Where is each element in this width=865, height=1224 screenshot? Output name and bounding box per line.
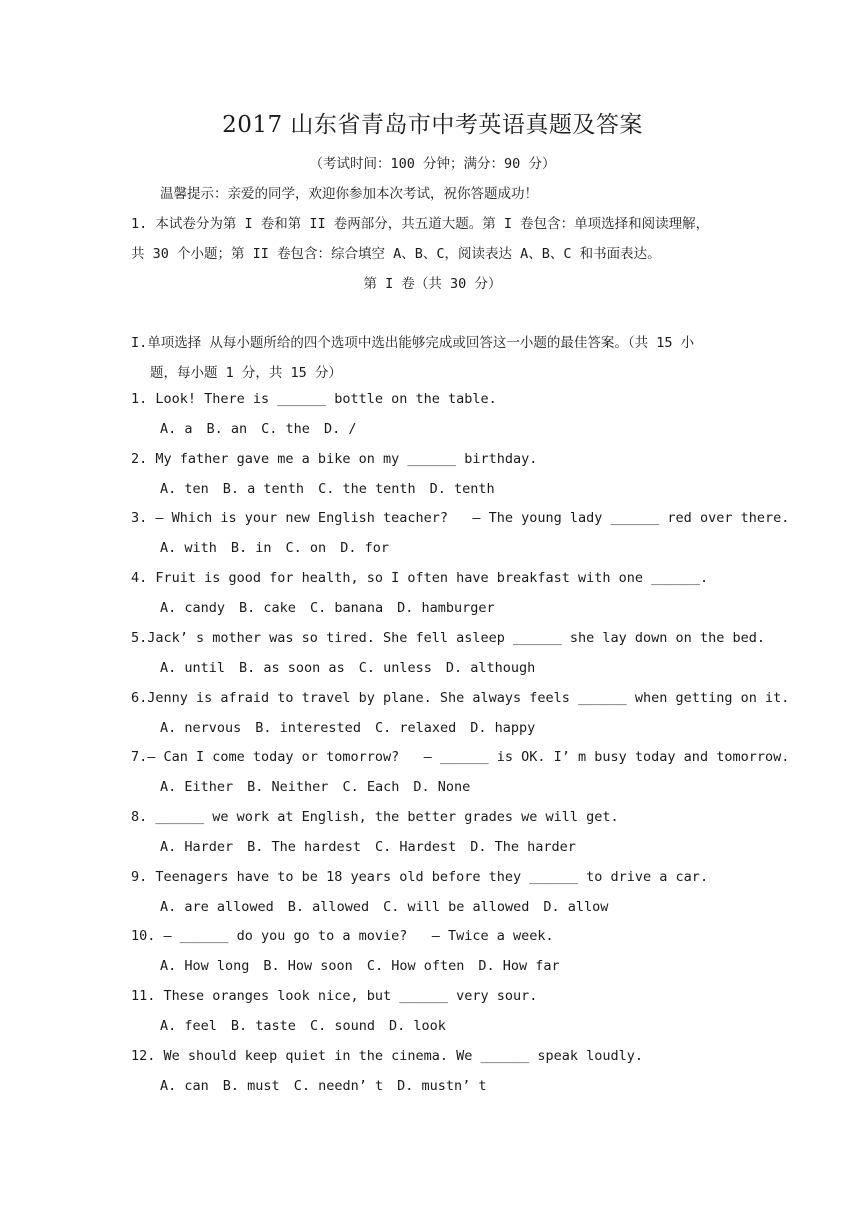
greeting-text: 温馨提示：亲爱的同学，欢迎你参加本次考试，祝你答题成功！ — [160, 186, 538, 202]
answer-option: B. allowed — [287, 899, 370, 915]
answer-option: A. are allowed — [160, 899, 274, 915]
answer-option: C. banana — [309, 600, 384, 616]
answer-option: D. tenth — [429, 481, 495, 497]
question-options — [160, 1018, 460, 1034]
answer-option: A. ten — [160, 481, 209, 497]
question-stem: 3. — Which is your new English teacher? — The young lady ______ red over there. — [131, 510, 790, 526]
answer-option: D. None — [413, 779, 471, 795]
part-heading-line-2: 题，每小题 1 分，共 15 分） — [150, 365, 342, 381]
answer-option: A. can — [160, 1078, 209, 1094]
question-options — [160, 958, 574, 974]
answer-option: A. feel — [160, 1018, 217, 1034]
answer-option: D. The harder — [470, 839, 576, 855]
question-stem: 1. Look! There is ______ bottle on the table. — [131, 391, 497, 407]
answer-option: C. Hardest — [374, 839, 457, 855]
answer-option: B. How soon — [263, 958, 353, 974]
answer-option: B. in — [230, 540, 272, 556]
answer-option: C. the tenth — [318, 481, 416, 497]
question-options — [160, 839, 590, 855]
exam-info: （考试时间：100 分钟；满分：90 分） — [309, 156, 556, 172]
answer-option: D. mustn’ t — [397, 1078, 487, 1094]
answer-option: C. relaxed — [374, 720, 457, 736]
instruction-line-2: 共 30 个小题；第 II 卷包含：综合填空 A、B、C，阅读表达 A、B、C 和书面表达。 — [131, 246, 661, 262]
answer-option: D. hamburger — [397, 600, 495, 616]
answer-option: A. How long — [160, 958, 250, 974]
question-stem: 5.Jack’ s mother was so tired. She fell asleep ______ she lay down on the bed. — [131, 630, 765, 646]
question-stem: 6.Jenny is afraid to travel by plane. She always feels ______ when getting on it. — [131, 690, 790, 706]
part-heading-line-1: I.单项选择 从每小题所给的四个选项中选出能够完成或回答这一小题的最佳答案。（共 15 小 — [131, 335, 695, 351]
answer-option: B. an — [206, 421, 248, 437]
document-title: 2017 山东省青岛市中考英语真题及答案 — [222, 112, 643, 138]
question-stem: 12. We should keep quiet in the cinema. We ______ speak loudly. — [131, 1048, 644, 1064]
question-stem: 8. ______ we work at English, the better grades we will get. — [131, 809, 619, 825]
answer-option: B. interested — [255, 720, 361, 736]
answer-option: B. Neither — [247, 779, 329, 795]
answer-option: D. allow — [543, 899, 609, 915]
answer-option: D. for — [340, 540, 389, 556]
question-stem: 9. Teenagers have to be 18 years old before they ______ to drive a car. — [131, 869, 709, 885]
answer-option: C. the — [261, 421, 310, 437]
answer-option: B. must — [222, 1078, 280, 1094]
question-options — [160, 899, 622, 915]
question-options — [160, 720, 549, 736]
question-stem: 10. — ______ do you go to a movie? — Twice a week. — [131, 928, 554, 944]
answer-option: A. Either — [160, 779, 234, 795]
answer-option: D. How far — [478, 958, 560, 974]
answer-option: C. unless — [358, 660, 432, 676]
question-stem: 11. These oranges look nice, but ______ very sour. — [131, 988, 538, 1004]
answer-option: C. will be allowed — [383, 899, 530, 915]
answer-option: B. a tenth — [222, 481, 305, 497]
answer-option: A. nervous — [160, 720, 242, 736]
question-options — [160, 660, 549, 676]
answer-option: A. a — [160, 421, 193, 437]
answer-option: C. Each — [342, 779, 400, 795]
answer-option: A. Harder — [160, 839, 234, 855]
answer-option: C. on — [285, 540, 327, 556]
question-options — [160, 600, 509, 616]
section-heading: 第 I 卷（共 30 分） — [363, 276, 502, 292]
question-options — [160, 481, 509, 497]
question-options — [160, 421, 370, 437]
answer-option: A. with — [160, 540, 217, 556]
answer-option: C. How often — [366, 958, 465, 974]
question-stem: 7.— Can I come today or tomorrow? — ______ is OK. I’ m busy today and tomorrow. — [131, 749, 790, 765]
answer-option: B. The hardest — [247, 839, 361, 855]
answer-option: B. as soon as — [239, 660, 345, 676]
question-options — [160, 779, 484, 795]
question-stem: 4. Fruit is good for health, so I often have breakfast with one ______. — [131, 570, 709, 586]
answer-option: D. / — [323, 421, 357, 437]
answer-option: C. sound — [309, 1018, 375, 1034]
question-options — [160, 1078, 501, 1094]
question-stem: 2. My father gave me a bike on my ______ birthday. — [131, 451, 538, 467]
answer-option: D. happy — [470, 720, 536, 736]
answer-option: D. although — [445, 660, 536, 676]
answer-option: A. candy — [160, 600, 226, 616]
answer-option: B. cake — [239, 600, 296, 616]
answer-option: B. taste — [230, 1018, 296, 1034]
answer-option: A. until — [160, 660, 226, 676]
answer-option: C. needn’ t — [293, 1078, 384, 1094]
question-options — [160, 540, 403, 556]
answer-option: D. look — [388, 1018, 446, 1034]
instruction-line-1: 1. 本试卷分为第 I 卷和第 II 卷两部分，共五道大题。第 I 卷包含：单项选择和阅读理解， — [131, 216, 710, 232]
